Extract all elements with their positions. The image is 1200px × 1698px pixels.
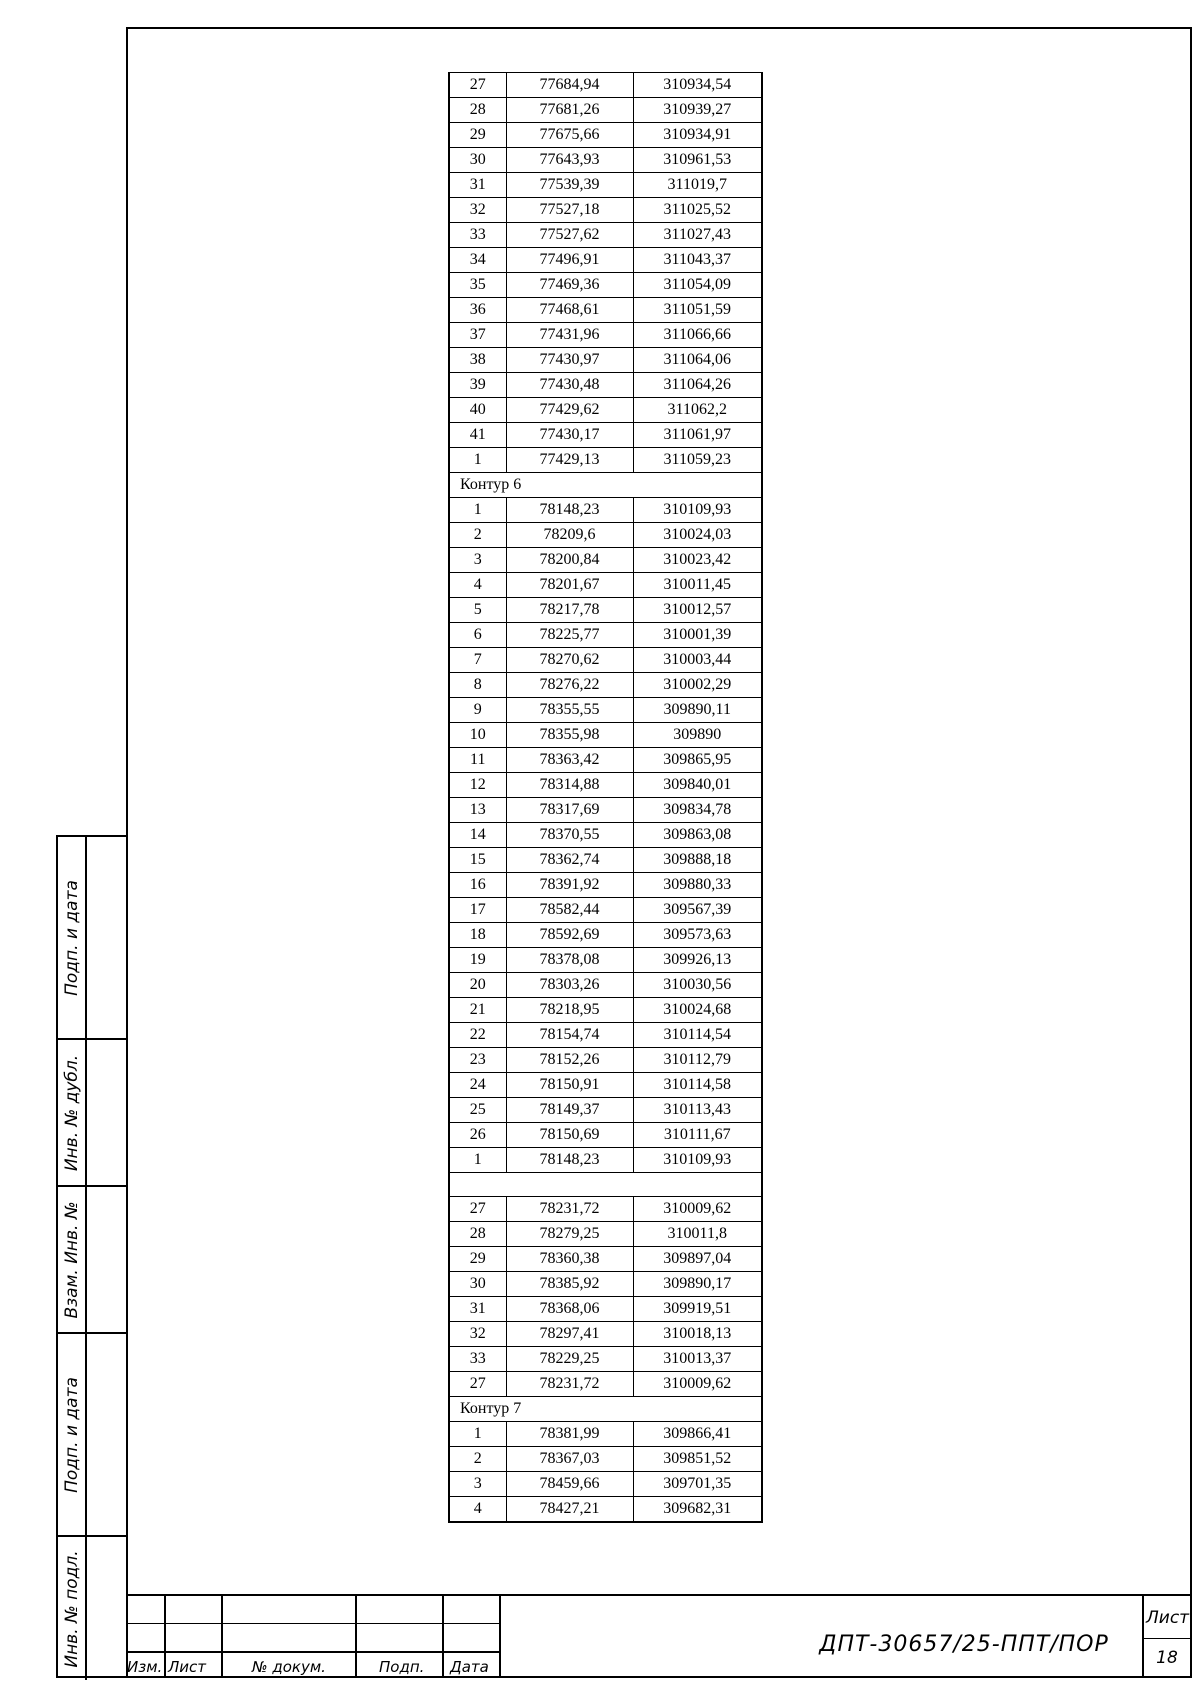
x-coordinate-cell: 77684,94 <box>506 73 633 98</box>
x-coordinate-cell: 77681,26 <box>506 98 633 123</box>
x-coordinate-cell: 77527,62 <box>506 223 633 248</box>
x-coordinate-cell: 78459,66 <box>506 1472 633 1497</box>
blank-row <box>449 1173 762 1197</box>
y-coordinate-cell: 310114,58 <box>633 1073 762 1098</box>
point-number-cell: 13 <box>449 798 506 823</box>
point-number-cell: 12 <box>449 773 506 798</box>
table-row <box>449 298 762 323</box>
x-coordinate-cell: 78279,25 <box>506 1222 633 1247</box>
table-row <box>449 948 762 973</box>
y-coordinate-cell: 309890 <box>633 723 762 748</box>
side-cell-podp-data-2 <box>58 1334 127 1537</box>
point-number-cell: 1 <box>449 448 506 473</box>
y-coordinate-cell: 309865,95 <box>633 748 762 773</box>
x-coordinate-cell: 78218,95 <box>506 998 633 1023</box>
point-number-cell: 28 <box>449 1222 506 1247</box>
x-coordinate-cell: 78154,74 <box>506 1023 633 1048</box>
y-coordinate-cell: 310001,39 <box>633 623 762 648</box>
col-date-label: Дата <box>450 1658 489 1676</box>
x-coordinate-cell: 78209,6 <box>506 523 633 548</box>
x-coordinate-cell: 78355,55 <box>506 698 633 723</box>
point-number-cell: 26 <box>449 1123 506 1148</box>
side-cell-podp-data <box>58 837 127 1040</box>
table-row <box>449 1123 762 1148</box>
side-label: Инв. № подл. <box>62 1549 82 1668</box>
table-row <box>449 423 762 448</box>
table-row <box>449 923 762 948</box>
x-coordinate-cell: 78370,55 <box>506 823 633 848</box>
title-block <box>126 1594 1192 1678</box>
x-coordinate-cell: 78592,69 <box>506 923 633 948</box>
table-row <box>449 398 762 423</box>
table-row <box>449 573 762 598</box>
table-row <box>449 1372 762 1397</box>
coordinates-table <box>448 72 763 1523</box>
y-coordinate-cell: 311027,43 <box>633 223 762 248</box>
document-code: ДПТ-30657/25-ППТ/ПОР <box>819 1632 1109 1657</box>
table-row <box>449 673 762 698</box>
y-coordinate-cell: 311059,23 <box>633 448 762 473</box>
point-number-cell: 19 <box>449 948 506 973</box>
y-coordinate-cell: 311051,59 <box>633 298 762 323</box>
side-label: Подп. и дата <box>62 879 82 996</box>
contour-header-row <box>449 1397 762 1422</box>
y-coordinate-cell: 309880,33 <box>633 873 762 898</box>
y-coordinate-cell: 311025,52 <box>633 198 762 223</box>
point-number-cell: 4 <box>449 1497 506 1523</box>
table-row <box>449 273 762 298</box>
point-number-cell: 33 <box>449 1347 506 1372</box>
x-coordinate-cell: 78217,78 <box>506 598 633 623</box>
point-number-cell: 34 <box>449 248 506 273</box>
table-row <box>449 1148 762 1173</box>
x-coordinate-cell: 78229,25 <box>506 1347 633 1372</box>
x-coordinate-cell: 77430,17 <box>506 423 633 448</box>
side-stamp <box>56 835 127 1678</box>
point-number-cell: 39 <box>449 373 506 398</box>
x-coordinate-cell: 78231,72 <box>506 1197 633 1222</box>
x-coordinate-cell: 78368,06 <box>506 1297 633 1322</box>
table-row <box>449 348 762 373</box>
point-number-cell: 4 <box>449 573 506 598</box>
y-coordinate-cell: 310030,56 <box>633 973 762 998</box>
y-coordinate-cell: 310113,43 <box>633 1098 762 1123</box>
y-coordinate-cell: 311064,26 <box>633 373 762 398</box>
point-number-cell: 41 <box>449 423 506 448</box>
y-coordinate-cell: 311019,7 <box>633 173 762 198</box>
table-row <box>449 648 762 673</box>
y-coordinate-cell: 309897,04 <box>633 1247 762 1272</box>
point-number-cell: 40 <box>449 398 506 423</box>
y-coordinate-cell: 309840,01 <box>633 773 762 798</box>
point-number-cell: 24 <box>449 1073 506 1098</box>
point-number-cell: 32 <box>449 198 506 223</box>
point-number-cell: 22 <box>449 1023 506 1048</box>
point-number-cell: 31 <box>449 173 506 198</box>
contour-title: Контур 7 <box>449 1397 762 1422</box>
y-coordinate-cell: 310011,45 <box>633 573 762 598</box>
point-number-cell: 3 <box>449 548 506 573</box>
point-number-cell: 23 <box>449 1048 506 1073</box>
point-number-cell: 1 <box>449 1148 506 1173</box>
x-coordinate-cell: 78391,92 <box>506 873 633 898</box>
x-coordinate-cell: 78363,42 <box>506 748 633 773</box>
y-coordinate-cell: 310114,54 <box>633 1023 762 1048</box>
table-row <box>449 173 762 198</box>
sheet-label: Лист <box>1146 1608 1190 1628</box>
y-coordinate-cell: 309863,08 <box>633 823 762 848</box>
table-row <box>449 998 762 1023</box>
point-number-cell: 2 <box>449 523 506 548</box>
point-number-cell: 33 <box>449 223 506 248</box>
y-coordinate-cell: 310002,29 <box>633 673 762 698</box>
col-doc-label: № докум. <box>252 1658 326 1676</box>
table-row <box>449 973 762 998</box>
sheet-number: 18 <box>1156 1648 1178 1668</box>
x-coordinate-cell: 78427,21 <box>506 1497 633 1523</box>
table-row <box>449 798 762 823</box>
x-coordinate-cell: 77429,13 <box>506 448 633 473</box>
side-cell-inv-dubl <box>58 1040 127 1187</box>
point-number-cell: 5 <box>449 598 506 623</box>
table-row <box>449 1272 762 1297</box>
y-coordinate-cell: 310009,62 <box>633 1372 762 1397</box>
point-number-cell: 6 <box>449 623 506 648</box>
table-row <box>449 873 762 898</box>
table-row <box>449 1073 762 1098</box>
table-row <box>449 523 762 548</box>
table-row <box>449 548 762 573</box>
y-coordinate-cell: 310934,91 <box>633 123 762 148</box>
y-coordinate-cell: 310023,42 <box>633 548 762 573</box>
x-coordinate-cell: 77469,36 <box>506 273 633 298</box>
point-number-cell: 27 <box>449 1197 506 1222</box>
y-coordinate-cell: 309701,35 <box>633 1472 762 1497</box>
x-coordinate-cell: 78148,23 <box>506 1148 633 1173</box>
y-coordinate-cell: 311054,09 <box>633 273 762 298</box>
point-number-cell: 17 <box>449 898 506 923</box>
x-coordinate-cell: 78385,92 <box>506 1272 633 1297</box>
y-coordinate-cell: 311062,2 <box>633 398 762 423</box>
point-number-cell: 7 <box>449 648 506 673</box>
side-label: Инв. № дубл. <box>62 1054 82 1171</box>
blank-cell <box>449 1173 762 1197</box>
table-row <box>449 1322 762 1347</box>
x-coordinate-cell: 78200,84 <box>506 548 633 573</box>
point-number-cell: 16 <box>449 873 506 898</box>
table-row <box>449 1048 762 1073</box>
table-row <box>449 773 762 798</box>
table-row <box>449 223 762 248</box>
x-coordinate-cell: 78225,77 <box>506 623 633 648</box>
y-coordinate-cell: 309888,18 <box>633 848 762 873</box>
table-row <box>449 1023 762 1048</box>
point-number-cell: 30 <box>449 1272 506 1297</box>
point-number-cell: 30 <box>449 148 506 173</box>
point-number-cell: 27 <box>449 1372 506 1397</box>
table-row <box>449 148 762 173</box>
table-row <box>449 698 762 723</box>
point-number-cell: 37 <box>449 323 506 348</box>
contour-title: Контур 6 <box>449 473 762 498</box>
x-coordinate-cell: 78360,38 <box>506 1247 633 1272</box>
point-number-cell: 38 <box>449 348 506 373</box>
y-coordinate-cell: 309682,31 <box>633 1497 762 1523</box>
table-row <box>449 373 762 398</box>
x-coordinate-cell: 77643,93 <box>506 148 633 173</box>
point-number-cell: 3 <box>449 1472 506 1497</box>
y-coordinate-cell: 309926,13 <box>633 948 762 973</box>
table-row <box>449 123 762 148</box>
point-number-cell: 20 <box>449 973 506 998</box>
x-coordinate-cell: 78276,22 <box>506 673 633 698</box>
y-coordinate-cell: 310111,67 <box>633 1123 762 1148</box>
y-coordinate-cell: 309890,17 <box>633 1272 762 1297</box>
y-coordinate-cell: 311064,06 <box>633 348 762 373</box>
point-number-cell: 15 <box>449 848 506 873</box>
x-coordinate-cell: 78378,08 <box>506 948 633 973</box>
col-list-label: Лист <box>168 1658 207 1676</box>
y-coordinate-cell: 310009,62 <box>633 1197 762 1222</box>
y-coordinate-cell: 310011,8 <box>633 1222 762 1247</box>
point-number-cell: 2 <box>449 1447 506 1472</box>
y-coordinate-cell: 310934,54 <box>633 73 762 98</box>
y-coordinate-cell: 309919,51 <box>633 1297 762 1322</box>
y-coordinate-cell: 311066,66 <box>633 323 762 348</box>
y-coordinate-cell: 310109,93 <box>633 498 762 523</box>
table-row <box>449 1347 762 1372</box>
point-number-cell: 28 <box>449 98 506 123</box>
table-row <box>449 1197 762 1222</box>
x-coordinate-cell: 77429,62 <box>506 398 633 423</box>
side-label: Подп. и дата <box>62 1376 82 1493</box>
table-row <box>449 598 762 623</box>
y-coordinate-cell: 310024,68 <box>633 998 762 1023</box>
table-row <box>449 848 762 873</box>
x-coordinate-cell: 77539,39 <box>506 173 633 198</box>
x-coordinate-cell: 78148,23 <box>506 498 633 523</box>
contour-header-row <box>449 473 762 498</box>
x-coordinate-cell: 78303,26 <box>506 973 633 998</box>
point-number-cell: 29 <box>449 123 506 148</box>
x-coordinate-cell: 77430,97 <box>506 348 633 373</box>
point-number-cell: 29 <box>449 1247 506 1272</box>
x-coordinate-cell: 77675,66 <box>506 123 633 148</box>
y-coordinate-cell: 310012,57 <box>633 598 762 623</box>
point-number-cell: 21 <box>449 998 506 1023</box>
x-coordinate-cell: 77468,61 <box>506 298 633 323</box>
point-number-cell: 36 <box>449 298 506 323</box>
y-coordinate-cell: 310961,53 <box>633 148 762 173</box>
y-coordinate-cell: 311043,37 <box>633 248 762 273</box>
point-number-cell: 35 <box>449 273 506 298</box>
y-coordinate-cell: 310003,44 <box>633 648 762 673</box>
col-izm-label: Изм. <box>127 1658 163 1676</box>
table-row <box>449 1422 762 1447</box>
point-number-cell: 27 <box>449 73 506 98</box>
y-coordinate-cell: 309567,39 <box>633 898 762 923</box>
x-coordinate-cell: 78152,26 <box>506 1048 633 1073</box>
table-row <box>449 1098 762 1123</box>
point-number-cell: 14 <box>449 823 506 848</box>
x-coordinate-cell: 78149,37 <box>506 1098 633 1123</box>
y-coordinate-cell: 310018,13 <box>633 1322 762 1347</box>
y-coordinate-cell: 311061,97 <box>633 423 762 448</box>
x-coordinate-cell: 78362,74 <box>506 848 633 873</box>
point-number-cell: 31 <box>449 1297 506 1322</box>
y-coordinate-cell: 310024,03 <box>633 523 762 548</box>
table-row <box>449 198 762 223</box>
point-number-cell: 8 <box>449 673 506 698</box>
y-coordinate-cell: 309834,78 <box>633 798 762 823</box>
point-number-cell: 9 <box>449 698 506 723</box>
table-row <box>449 1472 762 1497</box>
x-coordinate-cell: 78297,41 <box>506 1322 633 1347</box>
point-number-cell: 32 <box>449 1322 506 1347</box>
coordinates-table-body <box>449 73 762 1523</box>
side-cell-vzam-inv <box>58 1187 127 1334</box>
x-coordinate-cell: 77431,96 <box>506 323 633 348</box>
point-number-cell: 1 <box>449 498 506 523</box>
x-coordinate-cell: 77496,91 <box>506 248 633 273</box>
x-coordinate-cell: 78150,91 <box>506 1073 633 1098</box>
x-coordinate-cell: 78582,44 <box>506 898 633 923</box>
side-label: Взам. Инв. № <box>62 1200 82 1319</box>
point-number-cell: 10 <box>449 723 506 748</box>
x-coordinate-cell: 78231,72 <box>506 1372 633 1397</box>
table-row <box>449 748 762 773</box>
table-row <box>449 1297 762 1322</box>
y-coordinate-cell: 309851,52 <box>633 1447 762 1472</box>
x-coordinate-cell: 77527,18 <box>506 198 633 223</box>
table-row <box>449 323 762 348</box>
x-coordinate-cell: 78355,98 <box>506 723 633 748</box>
y-coordinate-cell: 310013,37 <box>633 1347 762 1372</box>
table-row <box>449 823 762 848</box>
y-coordinate-cell: 309866,41 <box>633 1422 762 1447</box>
x-coordinate-cell: 78381,99 <box>506 1422 633 1447</box>
x-coordinate-cell: 78367,03 <box>506 1447 633 1472</box>
x-coordinate-cell: 78201,67 <box>506 573 633 598</box>
table-row <box>449 498 762 523</box>
table-row <box>449 623 762 648</box>
x-coordinate-cell: 78317,69 <box>506 798 633 823</box>
side-cell-inv-podl <box>58 1537 127 1680</box>
y-coordinate-cell: 310112,79 <box>633 1048 762 1073</box>
col-podp-label: Подп. <box>379 1658 425 1676</box>
table-row <box>449 448 762 473</box>
point-number-cell: 11 <box>449 748 506 773</box>
table-row <box>449 1247 762 1272</box>
point-number-cell: 1 <box>449 1422 506 1447</box>
x-coordinate-cell: 78314,88 <box>506 773 633 798</box>
point-number-cell: 25 <box>449 1098 506 1123</box>
table-row <box>449 248 762 273</box>
table-row <box>449 1222 762 1247</box>
y-coordinate-cell: 309573,63 <box>633 923 762 948</box>
y-coordinate-cell: 310109,93 <box>633 1148 762 1173</box>
table-row <box>449 98 762 123</box>
table-row <box>449 898 762 923</box>
y-coordinate-cell: 309890,11 <box>633 698 762 723</box>
table-row <box>449 723 762 748</box>
x-coordinate-cell: 77430,48 <box>506 373 633 398</box>
table-row <box>449 73 762 98</box>
point-number-cell: 18 <box>449 923 506 948</box>
y-coordinate-cell: 310939,27 <box>633 98 762 123</box>
x-coordinate-cell: 78150,69 <box>506 1123 633 1148</box>
table-row <box>449 1497 762 1523</box>
x-coordinate-cell: 78270,62 <box>506 648 633 673</box>
table-row <box>449 1447 762 1472</box>
